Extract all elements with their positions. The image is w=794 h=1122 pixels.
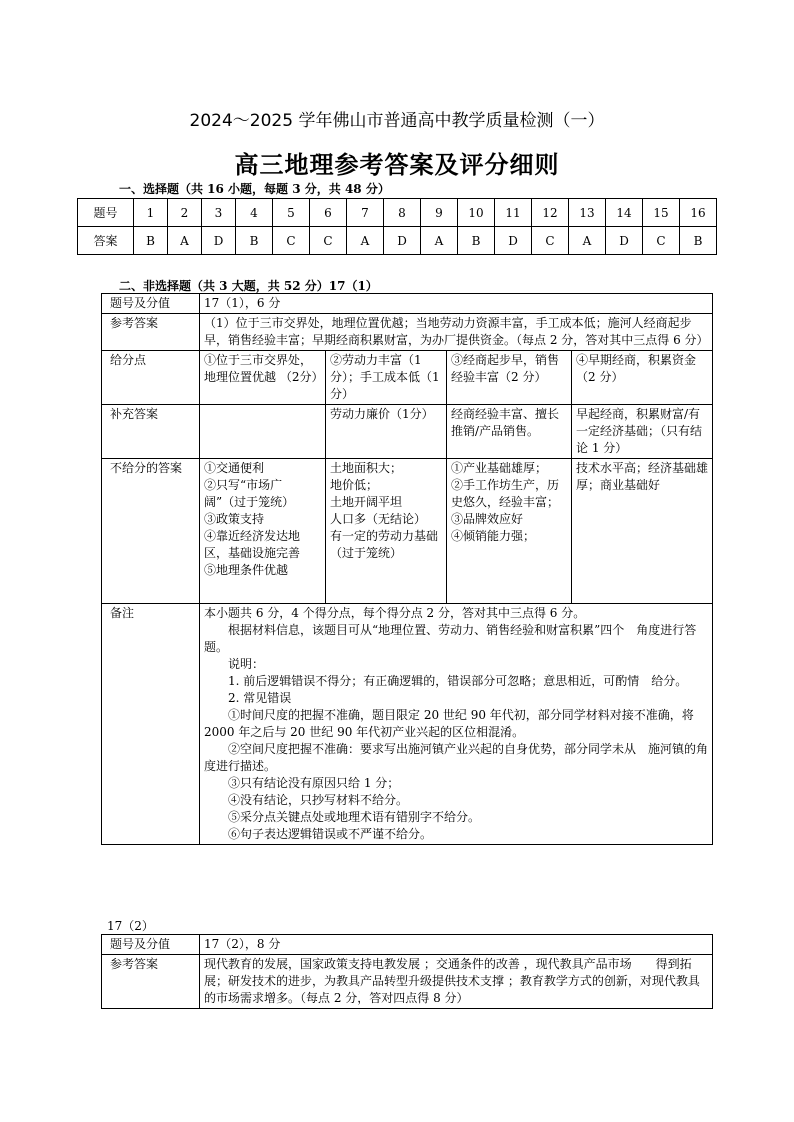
no-credit-cell (200, 459, 326, 604)
no-credit-item: ①交通便利 (204, 461, 265, 475)
answer-cell: C (310, 227, 347, 255)
note-line: 本小题共 6 分，4 个得分点，每个得分点 2 分，答对其中三点得 6 分。 (204, 606, 586, 620)
section1-heading: 一、选择题（共 16 小题，每题 3 分，共 48 分） (119, 182, 390, 196)
question-number: 15 (643, 199, 680, 227)
notes-row (102, 604, 713, 845)
question-number: 16 (680, 199, 717, 227)
question-number: 9 (421, 199, 458, 227)
answer-cell: B (680, 227, 717, 255)
question-number-row (78, 199, 717, 227)
notes-cell (200, 604, 713, 845)
no-credit-item: 地价低； (330, 478, 379, 492)
no-credit-row (102, 459, 713, 604)
question-number: 13 (569, 199, 606, 227)
scoring-point: ④早期经商，积累资金（2 分） (572, 351, 713, 405)
row-label: 给分点 (102, 351, 200, 405)
note-line: ②空间尺度把握不准确：要求写出施河镇产业兴起的自身优势，部分同学未从 施河镇的角度进行描述。 (204, 742, 709, 773)
question-number: 5 (273, 199, 310, 227)
note-line: 根据材料信息，该题目可从“地理位置、劳动力、销售经验和财富积累”四个 角度进行答题。 (204, 623, 697, 654)
exam-title: 2024～2025 学年佛山市普通高中教学质量检测（一） (189, 111, 605, 131)
no-credit-item: ④靠近经济发达地区，基础设施完善 (204, 529, 301, 560)
row-label: 备注 (102, 604, 200, 845)
no-credit-item: ②手工作坊生产，历史悠久，经验丰富； (451, 478, 560, 509)
supplementary-answer: 早起经商，积累财富/有一定经济基础；（只有结论 1 分） (572, 405, 713, 459)
question-number: 10 (458, 199, 495, 227)
supplementary-answer: 劳动力廉价（1分） (326, 405, 447, 459)
note-line: ④没有结论，只抄写材料不给分。 (228, 793, 409, 807)
question-number: 12 (532, 199, 569, 227)
scoring-point: ③经商起步早，销售经验丰富（2 分） (447, 351, 572, 405)
q17-2-heading: 17（2） (107, 919, 154, 933)
q17-1-grading-table (101, 293, 713, 845)
reference-answer-row (102, 314, 713, 351)
no-credit-item: ③政策支持 (204, 512, 265, 526)
row-label: 补充答案 (102, 405, 200, 459)
row-label: 参考答案 (102, 955, 200, 1009)
question-number: 11 (495, 199, 532, 227)
answer-cell: B (458, 227, 495, 255)
row-label: 题号 (78, 199, 134, 227)
row-label: 答案 (78, 227, 134, 255)
answer-cell: D (202, 227, 236, 255)
no-credit-item: ①产业基础雄厚； (451, 461, 548, 475)
score-row (102, 294, 713, 314)
reference-answer: （1）位于三市交界处，地理位置优越；当地劳动力资源丰富，手工成本低；施河人经商起步早，销售经验丰富；早期经商积累财富，为办厂提供资金。（每点 2 分，答对其中三点得 6 分） (200, 314, 713, 351)
score-row (102, 935, 713, 955)
scoring-point: ①位于三市交界处，地理位置优越 （2分） (200, 351, 326, 405)
note-line: 2. 常见错误 (228, 691, 292, 705)
question-number: 1 (134, 199, 168, 227)
row-label: 不给分的答案 (102, 459, 200, 604)
answer-cell: B (236, 227, 273, 255)
row-label: 参考答案 (102, 314, 200, 351)
answer-cell: A (168, 227, 202, 255)
supplementary-answer (200, 405, 326, 459)
question-number: 4 (236, 199, 273, 227)
answer-cell: B (134, 227, 168, 255)
answer-cell: D (606, 227, 643, 255)
scoring-point: ②劳动力丰富（1分）；手工成本低（1 分） (326, 351, 447, 405)
section2-heading: 二、非选择题（共 3 大题，共 52 分）17（1） (119, 279, 378, 293)
answer-cell: A (569, 227, 606, 255)
q17-2-grading-table (101, 934, 713, 1009)
no-credit-item: ③品牌效应好 (451, 512, 524, 526)
answer-cell: D (495, 227, 532, 255)
no-credit-cell (326, 459, 447, 604)
no-credit-item: 土地面积大； (330, 461, 403, 475)
note-line: ⑤采分点关键点处或地理术语有错别字不给分。 (228, 810, 481, 824)
question-number: 7 (347, 199, 384, 227)
reference-answer-row (102, 955, 713, 1009)
document-title: 高三地理参考答案及评分细则 (234, 151, 560, 179)
answer-cell: D (384, 227, 421, 255)
no-credit-item: ②只写“市场广阔”（过于笼统） (204, 478, 295, 509)
question-number: 3 (202, 199, 236, 227)
supplementary-answer-row (102, 405, 713, 459)
question-number: 6 (310, 199, 347, 227)
answer-cell: C (532, 227, 569, 255)
no-credit-item: ⑤地理条件优越 (204, 563, 289, 577)
no-credit-item: ④倾销能力强； (451, 529, 536, 543)
question-number: 14 (606, 199, 643, 227)
score-value: 17（2），8 分 (200, 935, 713, 955)
no-credit-item: 有一定的劳动力基础（过于笼统） (330, 529, 439, 560)
no-credit-item: 人口多（无结论） (330, 512, 427, 526)
note-line: 说明： (228, 657, 265, 671)
note-line: 1. 前后逻辑错误不得分；有正确逻辑的，错误部分可忽略；意思相近，可酌情 给分。 (228, 674, 688, 688)
answer-row (78, 227, 717, 255)
question-number: 2 (168, 199, 202, 227)
note-line: ③只有结论没有原因只给 1 分； (228, 776, 400, 790)
note-line: ①时间尺度的把握不准确，题目限定 20 世纪 90 年代初，部分同学材料对接不准确，将 2000 年之后与 20 世纪 90 年代初产业兴起的区位相混淆。 (204, 708, 694, 739)
no-credit-item: 技术水平高；经济基础雄厚；商业基础好 (576, 461, 709, 492)
multiple-choice-answer-table (77, 198, 717, 255)
note-line: ⑥句子表达逻辑错误或不严谨不给分。 (228, 827, 433, 841)
scoring-points-row (102, 351, 713, 405)
row-label: 题号及分值 (102, 294, 200, 314)
no-credit-cell (572, 459, 713, 604)
answer-cell: A (347, 227, 384, 255)
answer-cell: C (273, 227, 310, 255)
question-number: 8 (384, 199, 421, 227)
reference-answer: 现代教育的发展，国家政策支持电教发展 ；交通条件的改善 ，现代教具产品市场 得到拓展；研发技术的进步，为教具产品转型升级提供技术支撑 ；教育教学方式的创新，对现代教具的市场需求增多。（每点 2 分，答对四点得 8 分） (200, 955, 713, 1009)
row-label: 题号及分值 (102, 935, 200, 955)
score-value: 17（1），6 分 (200, 294, 713, 314)
supplementary-answer: 经商经验丰富、擅长推销/产品销售。 (447, 405, 572, 459)
answer-cell: A (421, 227, 458, 255)
no-credit-item: 土地开阔平坦 (330, 495, 403, 509)
no-credit-cell (447, 459, 572, 604)
answer-cell: C (643, 227, 680, 255)
